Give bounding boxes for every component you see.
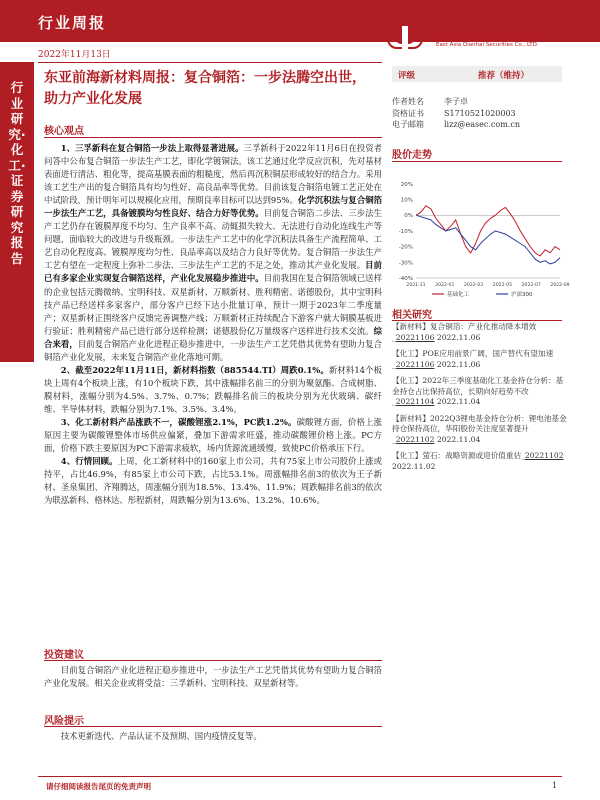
- related-item-link[interactable]: 20221104: [395, 397, 435, 406]
- core-bold-run: 4、行情回顾。: [60, 456, 118, 467]
- analyst-email[interactable]: lizz@easec.com.cn: [444, 120, 520, 129]
- y-tick-label: -30%: [398, 260, 413, 267]
- investment-heading: 投资建议: [44, 650, 84, 661]
- series-line-chemical: [416, 206, 560, 256]
- risk-text: 技术更新迭代、产品认证不及预期、国内疫情反复等。: [60, 731, 262, 741]
- related-heading: 相关研究: [392, 310, 432, 321]
- core-bold-run: 1、三孚新科在复合铜箔一步法上取得显著进展。: [60, 143, 244, 153]
- related-item-date: 2022.11.02: [392, 461, 436, 471]
- report-title: 东亚前海新材料周报：复合铜箔：一步法腾空出世，助力产业化发展: [44, 70, 366, 107]
- y-tick-label: -40%: [398, 276, 413, 282]
- analyst-row: [392, 108, 582, 120]
- core-viewpoints-heading: 核心观点: [44, 126, 84, 137]
- core-text-run: 目前我国在复合铜箔领域已送样的企业包括元腾微纳、宝明科技、双星新材、万顺新材、胜利精密、诺德股份，其中宝明科技产品已经送样多家客户，部分客户已经下达小批量订单，预计一期于2023年二季度量产；双星新材正围绕客户反馈完善调整产线；万顺新材正持续配合下游客户就大铜膜基板进行验证；胜利精密产品已进行部分送样检测；诺德股份亿万量级客户送样进行技术交流。: [44, 273, 382, 336]
- x-tick-label: 2022-01: [435, 283, 455, 288]
- investment-text: 目前复合铜箔产业化进程正稳步推进中，一步法生产工艺凭借其优势有望助力复合铜箔产业化发展。相关企业或将受益：三孚新科、宝明科技、双星新材等。: [44, 665, 382, 689]
- related-list: [392, 322, 570, 478]
- footer-rule: [38, 776, 562, 777]
- analyst-key: 电子邮箱: [392, 120, 424, 129]
- core-bold-run: 综合来看，: [44, 325, 382, 349]
- company-name-cn: 东亚前海证券有限责任公司: [436, 33, 545, 43]
- analyst-value: S1710521020003: [444, 108, 516, 118]
- related-item-link[interactable]: 20221106: [395, 359, 435, 369]
- analyst-key: 作者姓名: [392, 97, 424, 106]
- y-tick-label: -20%: [398, 244, 413, 251]
- related-item-title: 【化工】POE应用前景广阔，国产替代有望加速_: [392, 349, 554, 369]
- sidebar-label: 行业研究·化工·证券研究报告: [8, 80, 26, 266]
- core-paragraph: [44, 142, 382, 364]
- core-paragraph: [44, 364, 382, 416]
- price-trend-heading: 股价走势: [392, 150, 432, 161]
- analyst-value: 李子卓: [444, 97, 468, 106]
- analyst-row: [392, 119, 582, 131]
- y-tick-label: 0%: [404, 213, 413, 220]
- related-item-link[interactable]: 20221102: [395, 434, 435, 444]
- analyst-row: [392, 96, 582, 108]
- core-paragraph: [44, 455, 382, 507]
- risk-heading: 风险提示: [44, 716, 84, 727]
- x-tick-label: 2022-07: [521, 283, 541, 288]
- core-text-run: 目前复合铜箔二步法、三步法生产工艺仍存在镀膜厚度不均匀、生产良率不高、动辄损失较大、无法进行自动化连线生产等问题，面临较大的改进与升级瓶颈。一步法生产工艺中的化学沉积法具备生产流程简单、工艺自动化程度高、镀膜厚度均匀性、良品率高以及结合力良好等优势。复合铜箔一步法生产工艺有望在一定程度上弥补二步法、三步法生产工艺的不足之处，推动其产业化发展。: [44, 208, 382, 271]
- related-rule: [392, 320, 562, 321]
- date-divider: [38, 62, 382, 63]
- rating-label: 评级: [398, 71, 416, 81]
- related-item[interactable]: [392, 376, 570, 408]
- core-text-run: 目前复合铜箔产业化进程正稳步推进中，一步法生产工艺凭借其优势有望助力复合铜箔产业化发展，未来复合铜箔产业化落地可期。: [44, 338, 383, 362]
- analyst-key: 资格证书: [392, 108, 424, 118]
- report-date: 2022年11月13日: [38, 50, 111, 60]
- risk-rule: [44, 726, 382, 727]
- core-viewpoints-rule: [44, 137, 382, 138]
- company-logo-icon: [388, 26, 422, 52]
- risk-body: [44, 730, 382, 743]
- x-tick-label: 2022-05: [492, 283, 513, 288]
- core-paragraph: [44, 416, 382, 455]
- related-item-date: 2022.11.06: [434, 359, 481, 369]
- core-text-run: 三孚新科于2022年11月6日在投资者问答中公布复合铜箔一步法生产工艺，即化学镀铜法。该工艺通过化学反应沉积，先对基材表面进行清洁、粗化等，提高基膜表面的粗糙度，然后再沉积铜层形成较好的结合力。采用该工艺生产出的复合铜箔具有均匀性好、高良品率等优势。目前该复合铜箔电镀工艺正处在中试阶段，预计明年可以规模化应用，预期良率目标可以达到95%。: [44, 143, 382, 206]
- core-bold-run: 2、截至2022年11月11日，新材料指数（885544.TI）周跌0.1%。: [60, 364, 329, 375]
- core-bold-run: 3、化工新材料产品涨跌不一，碳酸锂涨2.1%，PC跌1.2%。: [60, 416, 297, 427]
- rating-value: 推荐（维持）: [478, 71, 530, 81]
- core-bold-run: 目前已有多家企业实现复合铜箔送样，产业化发展稳步推进中。: [44, 260, 382, 284]
- report-type: 行业周报: [38, 14, 107, 32]
- investment-rule: [44, 660, 382, 661]
- price-trend-rule: [392, 161, 562, 162]
- related-item-title: 【新材料】复合铜箔：产业化推动降本增效_: [392, 322, 537, 342]
- core-text-run: 上周，化工新材料中的160家上市公司，共有75家上市公司股价上涨或持平，占比46.9%，有85家上市公司下跌，占比53.1%。周涨幅排名前3的依次为王子新材、圣泉集团、齐翔腾达，周涨幅分别为18.5%、13.4%、11.9%；周跌幅排名前3的依次为联泓新科、格林达、彤程新材，周跌幅分别为13.6%、13.2%、10.6%。: [44, 456, 383, 506]
- company-name-en: East Asia Qianhai Securities Co., LTD.: [436, 42, 539, 48]
- related-item-link[interactable]: 20221102: [524, 451, 564, 460]
- core-bold-run: 化学沉积法与复合铜箔一步法生产工艺，具备镀膜均匀性良好、结合力好等优势。: [44, 195, 383, 219]
- y-tick-label: 10%: [400, 197, 413, 204]
- related-item-date: 2022.11.04: [434, 434, 481, 444]
- related-item-title: 【新材料】2022Q3锂电基金持仓分析：锂电池基金持仓保持高位，华阳股份关注度显著提升_: [392, 413, 567, 444]
- core-viewpoints-body: [44, 142, 382, 507]
- x-tick-label: 2021-11: [406, 283, 426, 288]
- legend-label: 沪深300: [511, 292, 533, 298]
- investment-body: [44, 664, 382, 690]
- x-tick-label: 2022-03: [463, 283, 484, 288]
- related-item-link[interactable]: 20221106: [395, 332, 435, 342]
- related-item-date: 2022.11.06: [434, 332, 481, 342]
- page-number: 1: [552, 781, 558, 790]
- related-item[interactable]: [392, 349, 570, 370]
- related-item[interactable]: [392, 322, 570, 343]
- core-text-run: 碳酸锂方面，价格上涨原因主要为碳酸锂整体市场供应偏紧，叠加下游需求旺盛，推动碳酸锂价格上涨。PC方面，价格下跌主要原因为PC下游需求疲软，场内货源流通缓慢，致使PC价格承压下行。: [44, 416, 382, 454]
- y-tick-label: 20%: [400, 181, 413, 188]
- price-trend-chart: [392, 170, 570, 300]
- rating-row: [392, 66, 562, 82]
- footer-disclaimer: 请仔细阅读报告尾页的免责声明: [46, 782, 151, 791]
- related-item[interactable]: [392, 414, 570, 446]
- y-tick-label: -10%: [398, 228, 413, 235]
- related-item[interactable]: [392, 451, 570, 472]
- related-item-title: 【化工】2022年三季度基础化工基金持仓分析：基金持仓占比保持高位，长期向好趋势不改_: [392, 376, 564, 406]
- x-tick-label: 2022-09: [550, 283, 570, 288]
- analyst-info: [392, 96, 582, 131]
- core-text-run: 新材料14个板块上周有4个板块上涨，有10个板块下跌，其中涨幅排名前三的分别为聚氨酯、合成树脂、膜材料，涨幅分别为4.5%、3.7%、0.7%；跌幅排名前三的板块分别为光伏玻璃、碳纤维、半导体材料，跌幅分别为7.1%、3.5%、3.4%。: [44, 364, 382, 414]
- related-item-title: 【化工】萤石：战略资源或迎价值重估_: [392, 451, 525, 460]
- related-item-date: 2022.11.04: [434, 397, 481, 406]
- series-line-hs300: [416, 215, 560, 264]
- legend-label: 基础化工: [447, 292, 470, 298]
